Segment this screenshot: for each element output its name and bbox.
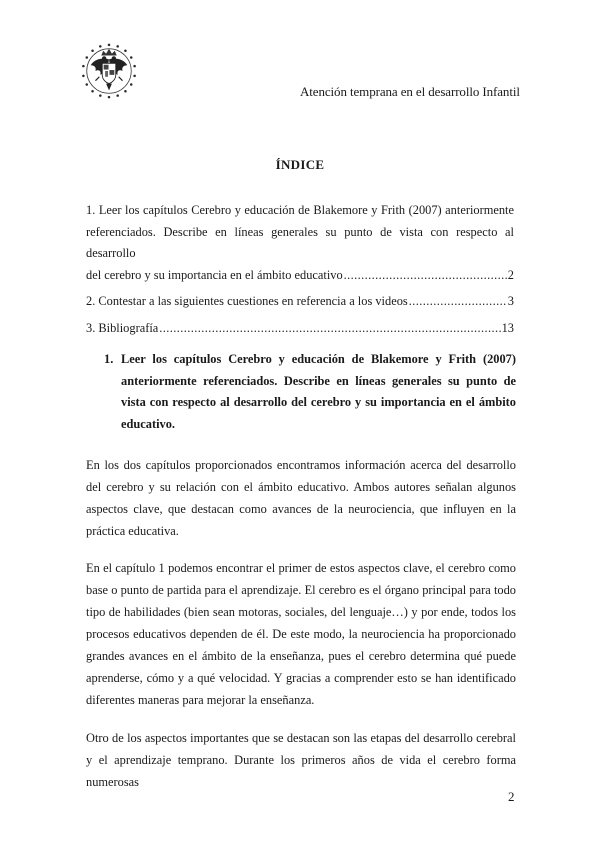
toc-heading: ÍNDICE	[275, 157, 325, 172]
toc-entry-last-line: 2. Contestar a las siguientes cuestiones en referencia a los videos	[86, 294, 408, 308]
toc-entry-3[interactable]	[86, 318, 514, 340]
section-heading-text: Leer los capítulos Cerebro y educación de Blakemore y Frith (2007) anteriormente referenciados. Describe en líneas generales su punto de vista con respecto al desarrollo del cerebro y su importancia en el ámbito educativo.	[121, 352, 516, 431]
body-paragraph: En los dos capítulos proporcionados encontramos información acerca del desarrollo del cerebro y su relación con el ámbito educativo. Ambos autores señalan algunos aspectos clave, que destacan como avances de la neurociencia, que influyen en la práctica educativa.	[86, 458, 516, 538]
toc-entry-last-line: del cerebro y su importancia en el ámbito educativo	[86, 267, 343, 282]
toc-entry-1[interactable]	[86, 200, 514, 286]
toc-entry-line	[86, 318, 514, 340]
toc-dot-leader	[344, 265, 507, 287]
document-header-title: Atención temprana en el desarrollo Infantil	[300, 84, 520, 99]
body-paragraph: En el capítulo 1 podemos encontrar el primer de estos aspectos clave, el cerebro como base o punto de partida para el aprendizaje. El cerebro es el órgano principal para todo tipo de habilidades (bien sean motoras, sociales, del lenguaje…) y por ende, todos los procesos educativos dependen de él. De este modo, la neurociencia ha proporcionado grandes avances en el ámbito de la enseñanza, pues el cerebro determina qué puede aprenderse, cómo y a qué velocidad. Y gracias a comprender esto se han identificado diferentes maneras para mejorar la enseñanza.	[86, 561, 516, 707]
section-number: 1.	[104, 352, 114, 366]
toc-entry-line	[86, 291, 514, 313]
body-paragraph: Otro de los aspectos importantes que se destacan son las etapas del desarrollo cerebral y el aprendizaje temprano. Durante los primeros años de vida el cerebro forma numerosas	[86, 731, 516, 789]
toc-entry-2[interactable]	[86, 291, 514, 313]
toc-page-number: 2	[507, 267, 514, 282]
toc-dot-leader	[409, 291, 507, 313]
table-of-contents	[86, 200, 514, 344]
toc-page-number: 13	[501, 320, 514, 335]
toc-dot-leader	[159, 318, 500, 340]
toc-entry-text: 1. Leer los capítulos Cerebro y educación de Blakemore y Frith (2007) anteriormente referenciados. Describe en líneas generales su punto de vista con respecto al desarrollo	[86, 203, 514, 260]
university-coat-of-arms-icon	[80, 42, 138, 100]
toc-page-number: 3	[507, 294, 514, 308]
section-heading	[104, 349, 516, 435]
page-number: 2	[508, 789, 515, 804]
toc-entry-line	[86, 265, 514, 287]
toc-entry-last-line: 3. Bibliografía	[86, 320, 159, 335]
